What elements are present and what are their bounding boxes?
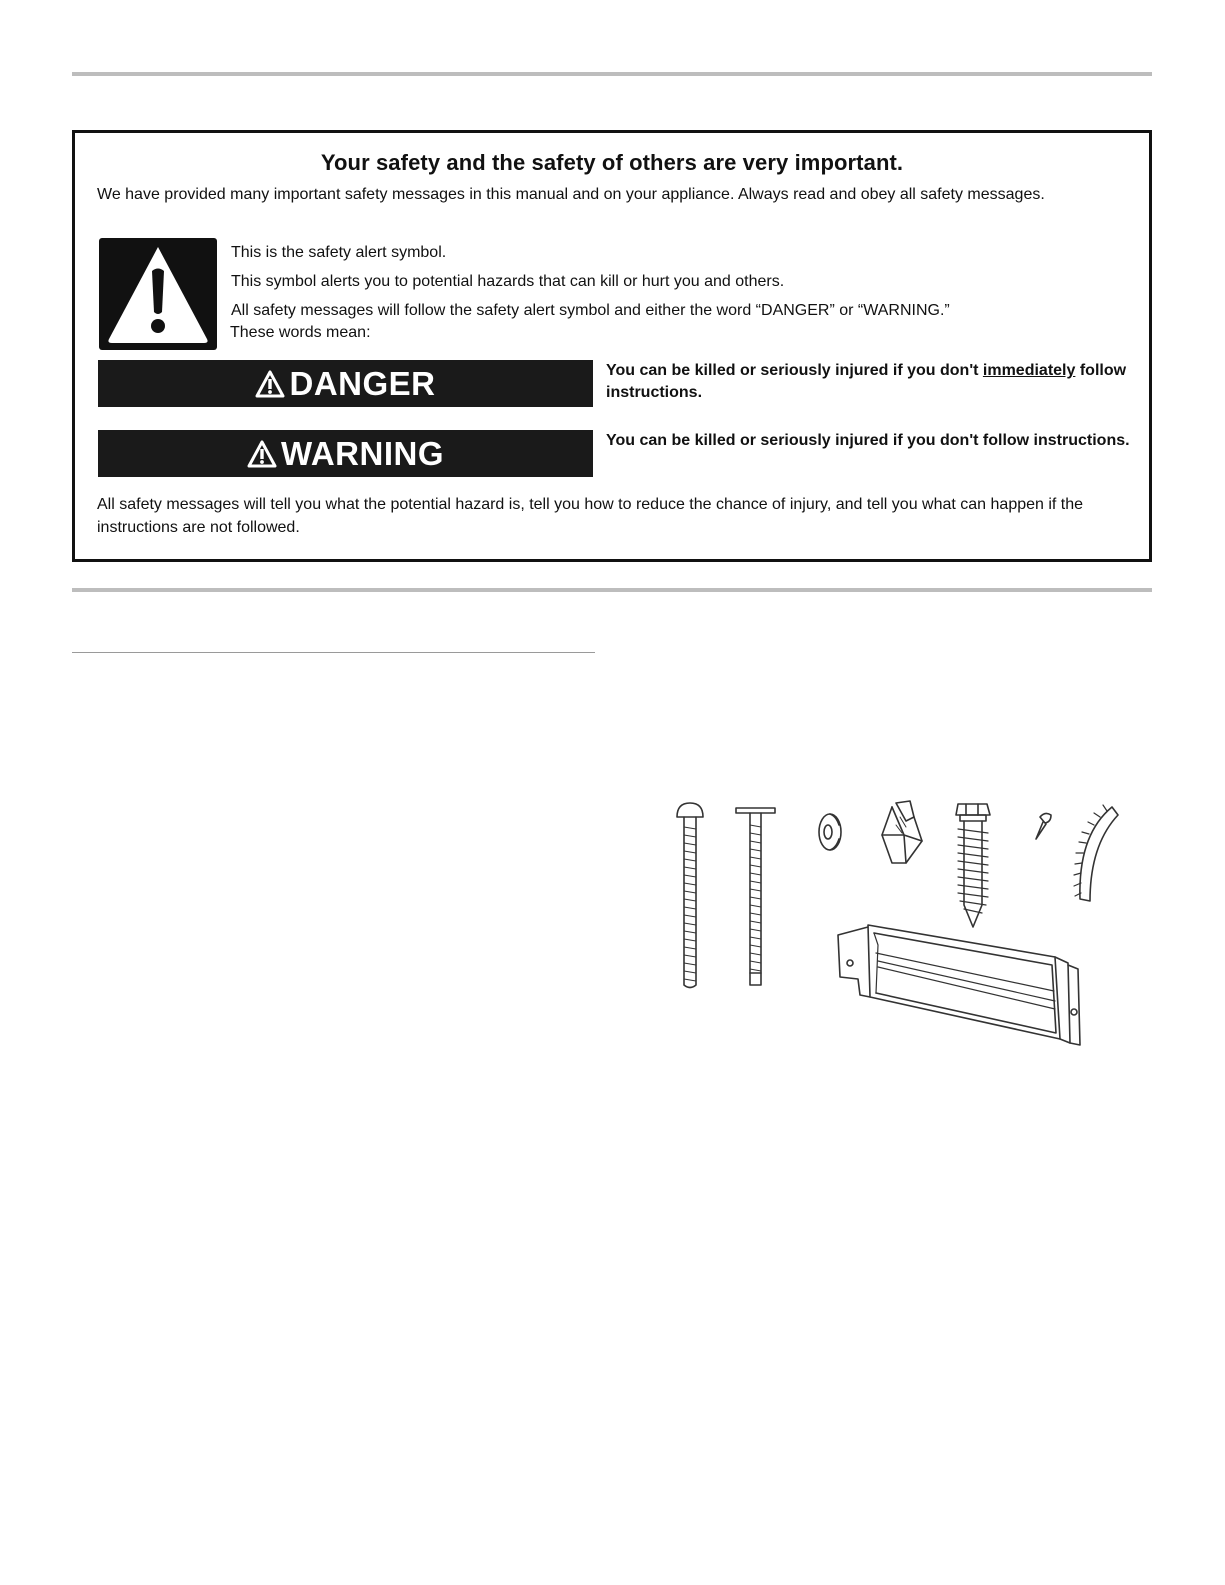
toggle-bolt-icon bbox=[882, 801, 922, 863]
alert-line-1: This is the safety alert symbol. bbox=[231, 244, 447, 261]
safety-alert-icon bbox=[99, 238, 217, 350]
tie-strap-icon bbox=[1074, 805, 1118, 901]
warning-description: You can be killed or seriously injured if you don't follow instructions. bbox=[606, 432, 1130, 449]
danger-signal-bar bbox=[98, 360, 593, 407]
flat-head-bolt-icon bbox=[736, 808, 775, 985]
danger-text-emphasis: immediately bbox=[982, 362, 1076, 379]
danger-word: DANGER bbox=[289, 364, 436, 402]
small-screw-icon bbox=[1036, 813, 1051, 839]
warning-alert-icon bbox=[247, 440, 277, 468]
hex-head-screw-icon bbox=[956, 804, 990, 927]
danger-alert-icon bbox=[255, 370, 285, 398]
danger-text-after: follow instructions. bbox=[606, 362, 1127, 401]
washer-icon bbox=[819, 814, 841, 850]
safety-footer: All safety messages will tell you what the potential hazard is, tell you how to reduce the chance of injury, and tell you what can happen if the instructions are not followed. bbox=[97, 496, 1084, 536]
alert-line-3: All safety messages will follow the safety alert symbol and either the word “DANGER” or “WARNING.” bbox=[231, 302, 950, 319]
round-head-bolt-icon bbox=[677, 803, 703, 988]
warning-word: WARNING bbox=[281, 434, 444, 472]
top-divider bbox=[72, 72, 1152, 76]
safety-intro: We have provided many important safety messages in this manual and on your appliance. Always read and obey all safety messages. bbox=[97, 186, 1045, 203]
warning-signal-bar bbox=[98, 430, 593, 477]
alert-line-2: This symbol alerts you to potential hazards that can kill or hurt you and others. bbox=[231, 273, 785, 290]
safety-title: Your safety and the safety of others are very important. bbox=[320, 150, 904, 175]
mounting-bracket-icon bbox=[838, 925, 1080, 1045]
column-divider bbox=[72, 652, 595, 653]
danger-description bbox=[606, 360, 1131, 404]
safety-notice-box bbox=[72, 130, 1152, 562]
parts-illustration bbox=[660, 795, 1130, 1065]
section-divider bbox=[72, 588, 1152, 592]
danger-text-before: You can be killed or seriously injured if you don't bbox=[606, 362, 983, 379]
alert-line-4: These words mean: bbox=[230, 324, 371, 341]
